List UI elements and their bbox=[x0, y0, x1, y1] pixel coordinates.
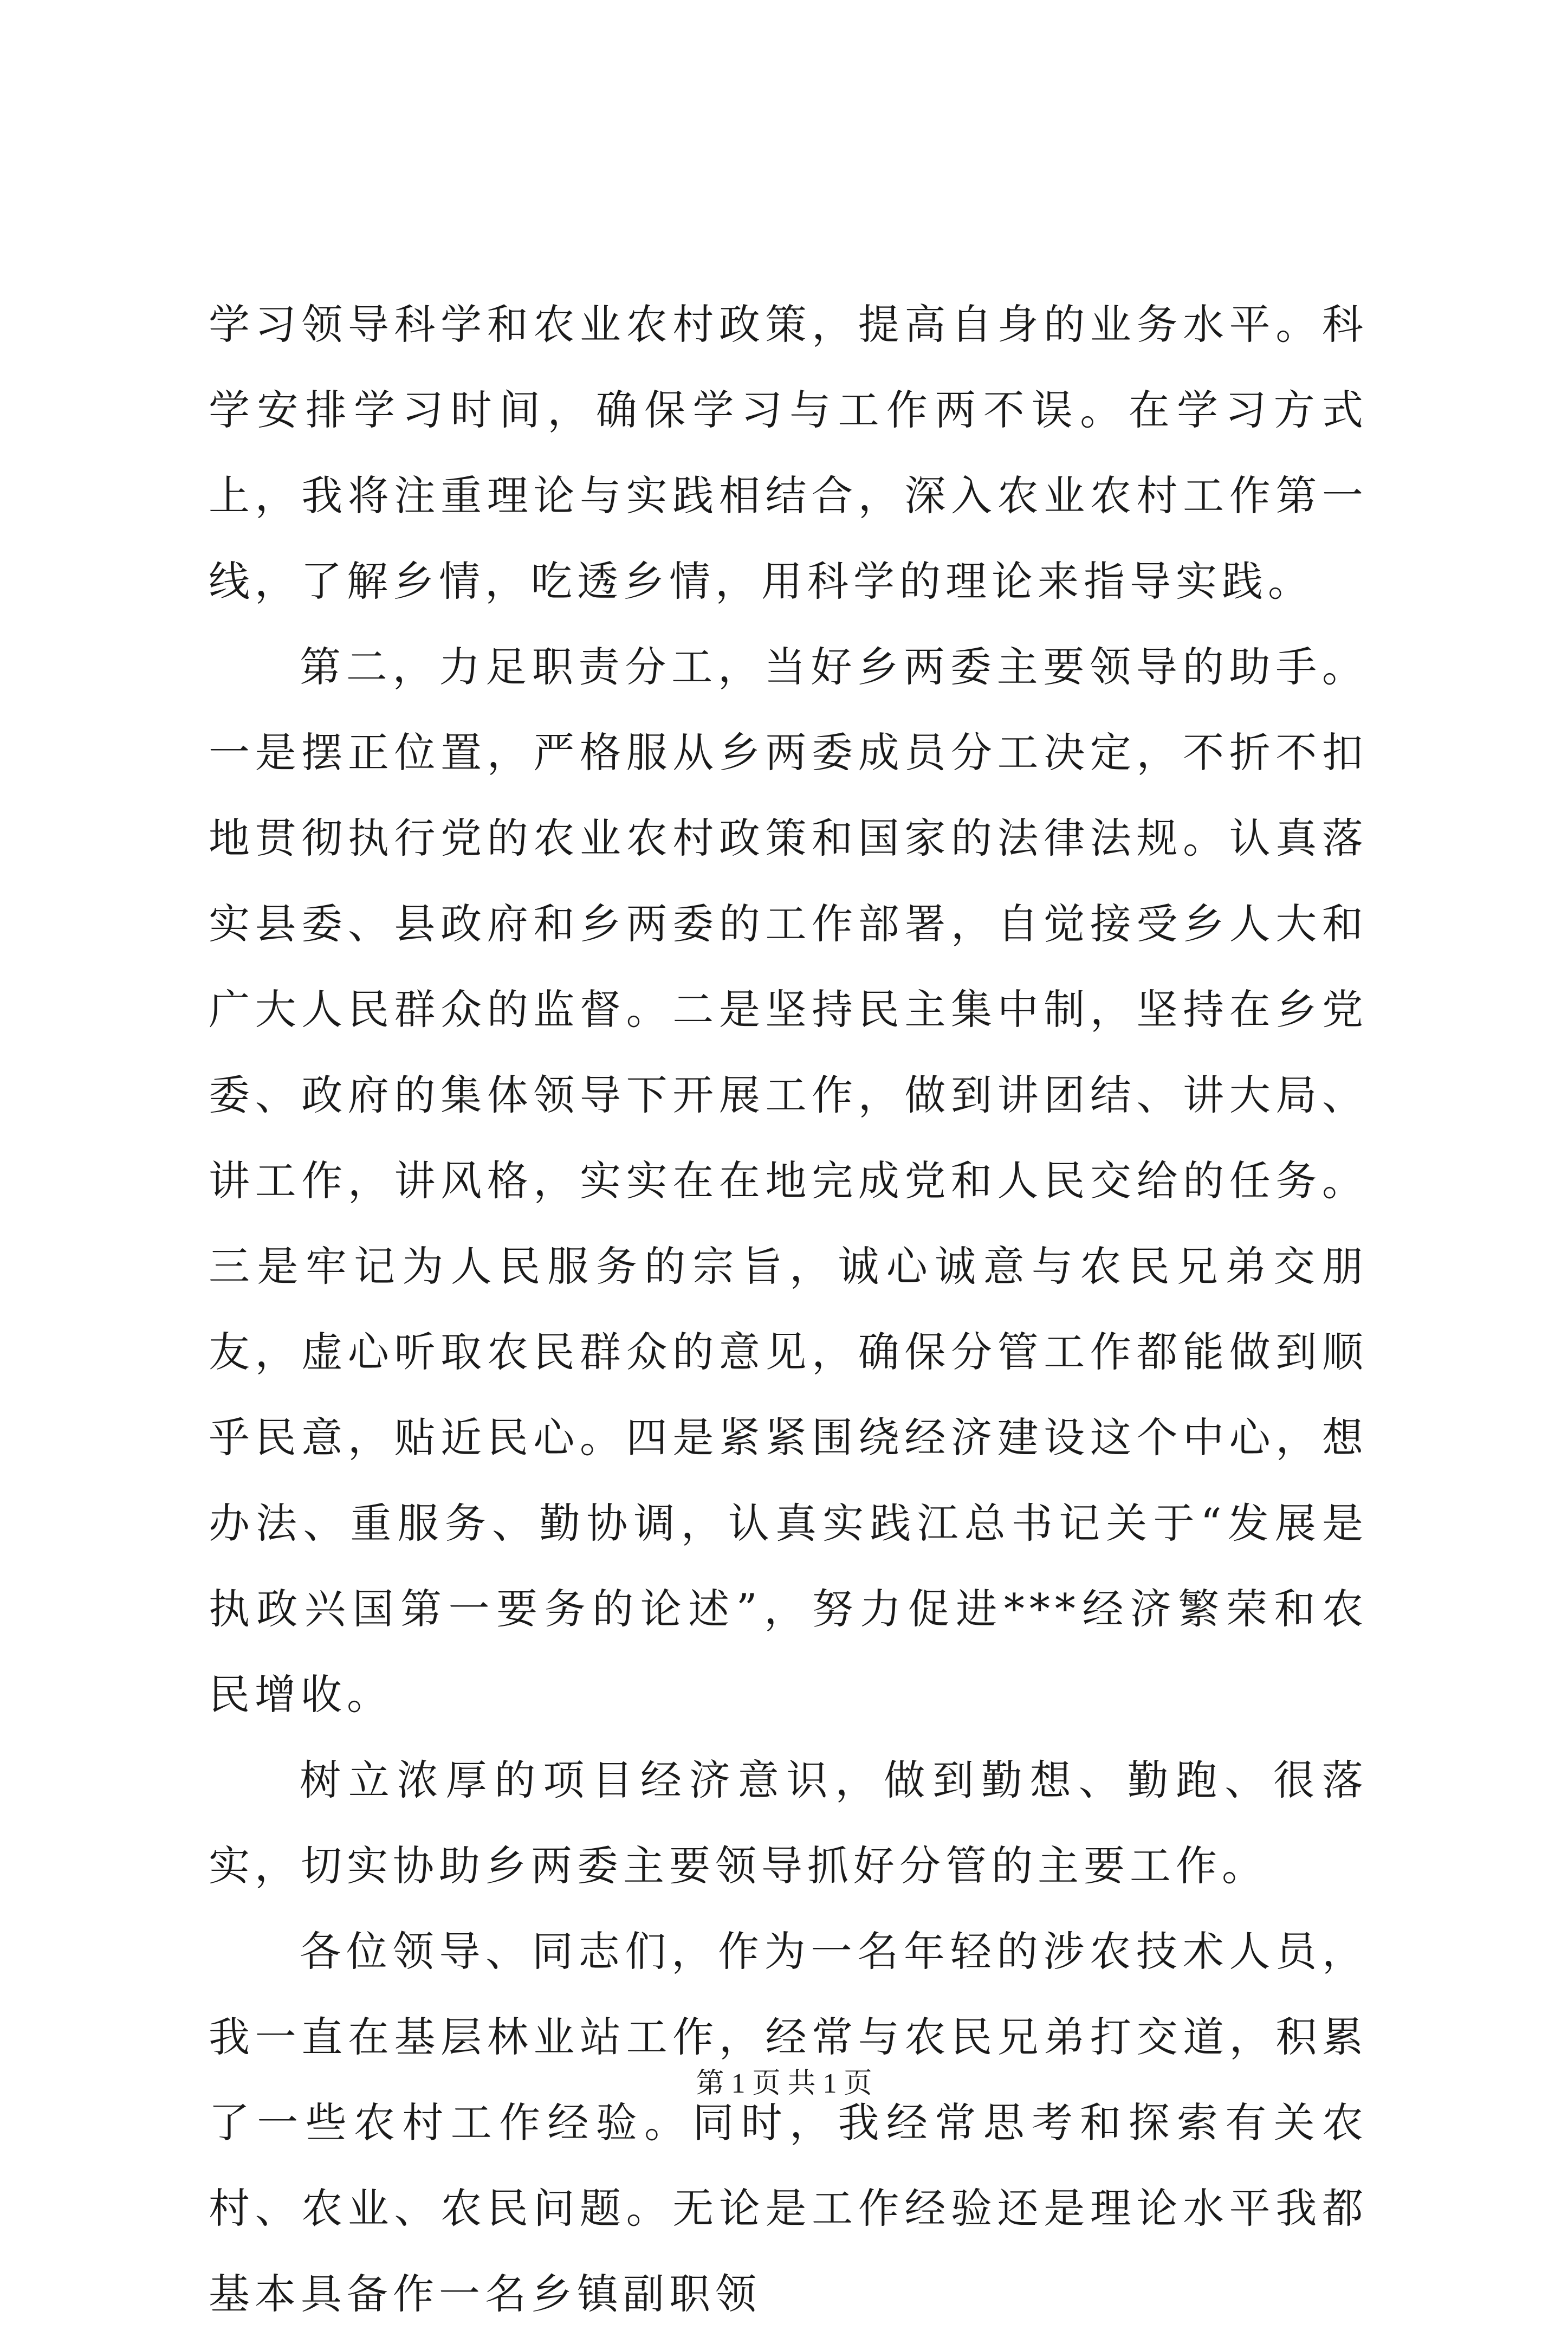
paragraph-3: 树立浓厚的项目经济意识，做到勤想、勤跑、很落实，切实协助乡两委主要领导抓好分管的主要工作。 bbox=[209, 1756, 1368, 1890]
paragraph-1: 学习领导科学和农业农村政策，提高自身的业务水平。科学安排学习时间，确保学习与工作两不误。在学习方式上，我将注重理论与实践相结合，深入农业农村工作第一线，了解乡情，吃透乡情，用科学的理论来指导实践。 bbox=[209, 300, 1368, 605]
paragraph-2: 第二，力足职责分工，当好乡两委主要领导的助手。一是摆正位置，严格服从乡两委成员分工决定，不折不扣地贯彻执行党的农业农村政策和国家的法律法规。认真落实县委、县政府和乡两委的工作部署，自觉接受乡人大和广大人民群众的监督。二是坚持民主集中制，坚持在乡党委、政府的集体领导下开展工作，做到讲团结、讲大局、讲工作，讲风格，实实在在地完成党和人民交给的任务。三是牢记为人民服务的宗旨，诚心诚意与农民兄弟交朋友，虚心听取农民群众的意见，确保分管工作都能做到顺乎民意，贴近民心。四是紧紧围绕经济建设这个中心，想办法、重服务、勤协调，认真实践江总书记关于“发展是执政兴国第一要务的论述”，努力促进***经济繁荣和农民增收。 bbox=[209, 643, 1368, 1719]
paragraph-4: 各位领导、同志们，作为一名年轻的涉农技术人员，我一直在基层林业站工作，经常与农民兄弟打交道，积累了一些农村工作经验。同时，我经常思考和探索有关农村、农业、农民问题。无论是工作经验还是理论水平我都基本具备作一名乡镇副职领 bbox=[209, 1927, 1368, 2318]
document-body bbox=[209, 282, 1368, 2337]
page-footer: 第 1 页 共 1 页 bbox=[696, 2068, 872, 2099]
